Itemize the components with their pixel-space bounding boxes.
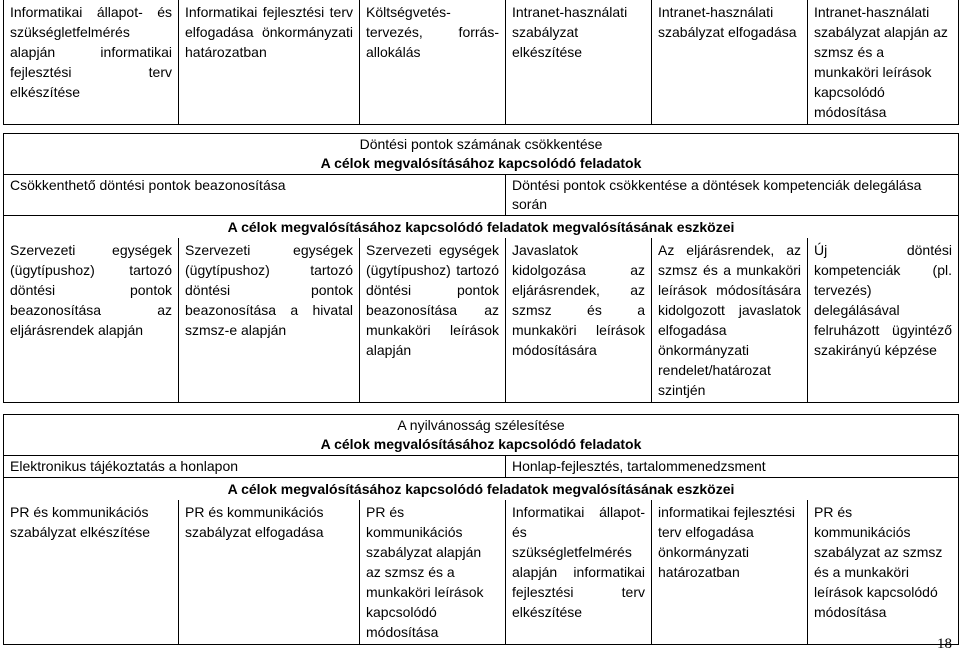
section2-table [3,414,959,645]
tool-cell: Informatikai állapot- és szükségletfelmérés alapján informatikai fejlesztési terv elkészítése [506,500,652,645]
tools-header: A célok megvalósításához kapcsolódó feladatok megvalósításának eszközei [4,478,959,501]
tool-cell: Szervezeti egységek (ügytípushoz) tartozó döntési pontok beazonosítása az munkaköri leírások alapján [360,238,506,403]
top-cell: Intranet-használati szabályzat alapján az szmsz és a munkaköri leírások kapcsolódó módosítása [808,0,959,125]
tool-cell: Javaslatok kidolgozása az eljárásrendek, az szmsz és a munkaköri leírások módosítására [506,238,652,403]
top-cell: Informatikai fejlesztési terv elfogadása önkormányzati határozatban [179,0,360,125]
tools-header: A célok megvalósításához kapcsolódó feladatok megvalósításának eszközei [4,216,959,239]
tool-cell: PR és kommunikációs szabályzat elkészítése [4,500,179,645]
task-cell: Csökkenthető döntési pontok beazonosítása [4,175,506,216]
top-table [3,0,959,125]
tool-cell: Szervezeti egységek (ügytípushoz) tartozó döntési pontok beazonosítása az eljárásrendek alapján [4,238,179,403]
section1-goal-cell [4,134,959,175]
section-title: A nyilvánosság szélesítése [397,417,565,433]
task-cell: Honlap-fejlesztés, tartalommenedzsment [506,456,959,478]
section1-table [3,133,959,403]
section-title: Döntési pontok számának csökkentése [359,136,603,152]
tool-cell: informatikai fejlesztési terv elfogadása önkormányzati határozatban [652,500,808,645]
tool-cell: PR és kommunikációs szabályzat alapján az szmsz és a munkaköri leírások kapcsolódó módosítása [360,500,506,645]
page-number: 18 [937,636,952,652]
top-cell: Informatikai állapot- és szükségletfelmérés alapján informatikai fejlesztési terv elkészítése [4,0,179,125]
task-cell: Döntési pontok csökkentése a döntések kompetenciák delegálása során [506,175,959,216]
top-cell: Intranet-használati szabályzat elkészítése [506,0,652,125]
top-cell: Költségvetés-tervezés, forrás-allokálás [360,0,506,125]
tool-cell: PR és kommunikációs szabályzat az szmsz és a munkaköri leírások kapcsolódó módosítása [808,500,959,645]
tool-cell: PR és kommunikációs szabályzat elfogadása [179,500,360,645]
goal-header: A célok megvalósításához kapcsolódó feladatok [320,155,642,171]
task-cell: Elektronikus tájékoztatás a honlapon [4,456,506,478]
tool-cell: Az eljárásrendek, az szmsz és a munkaköri leírások módosítására kidolgozott javaslatok elfogadása önkormányzati rendelet/határozat szintjén [652,238,808,403]
section2-goal-cell [4,415,959,456]
top-cell: Intranet-használati szabályzat elfogadása [652,0,808,125]
tool-cell: Szervezeti egységek (ügytípushoz) tartozó döntési pontok beazonosítása a hivatal szmsz-e alapján [179,238,360,403]
tool-cell: Új döntési kompetenciák (pl. tervezés) delegálásával felruházott ügyintéző szakirányú képzése [808,238,959,403]
goal-header: A célok megvalósításához kapcsolódó feladatok [320,436,642,452]
